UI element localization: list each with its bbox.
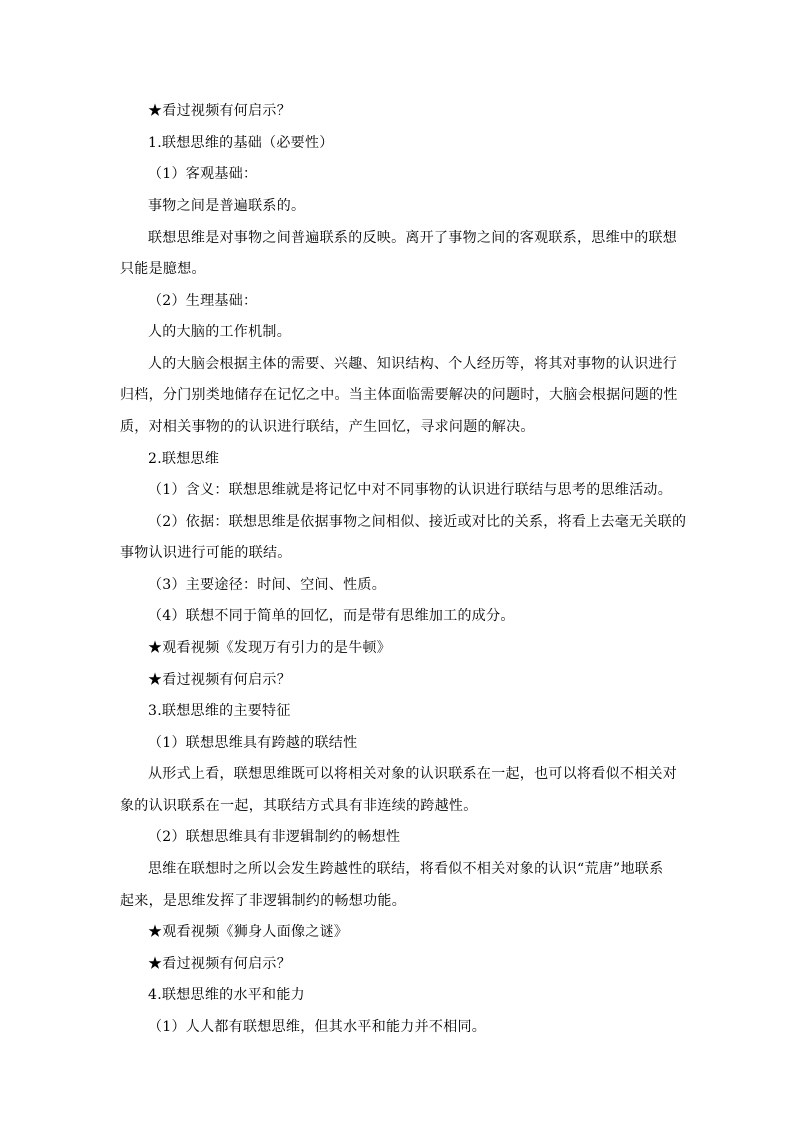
subheading: （1）客观基础： bbox=[148, 166, 258, 182]
video-line: ★观看视频《狮身人面像之谜》 bbox=[148, 924, 349, 940]
paragraph-line: （3）主要途径：时间、空间、性质。 bbox=[148, 577, 387, 593]
section-heading-1: 1.联想思维的基础（必要性） bbox=[148, 135, 334, 151]
paragraph-line: 质，对相关事物的的认识进行联结，产生回忆，寻求问题的解决。 bbox=[120, 419, 535, 435]
paragraph-line: 事物认识进行可能的联结。 bbox=[120, 545, 292, 561]
paragraph-line: 人的大脑会根据主体的需要、兴趣、知识结构、个人经历等，将其对事物的认识进行 bbox=[148, 356, 678, 372]
video-line: ★观看视频《发现万有引力的是牛顿》 bbox=[148, 640, 392, 656]
paragraph-line: 象的认识联系在一起，其联结方式具有非连续的跨越性。 bbox=[120, 798, 478, 814]
section-heading-2: 2.联想思维 bbox=[148, 451, 220, 467]
paragraph-line: （2）依据：联想思维是依据事物之间相似、接近或对比的关系，将看上去毫无关联的 bbox=[148, 514, 687, 530]
prompt-line: ★看过视频有何启示？ bbox=[148, 956, 291, 972]
prompt-line: ★看过视频有何启示？ bbox=[148, 672, 291, 688]
section-heading-3: 3.联想思维的主要特征 bbox=[148, 703, 291, 719]
paragraph-line: 归档，分门别类地储存在记忆之中。当主体面临需要解决的问题时，大脑会根据问题的性 bbox=[120, 387, 678, 403]
paragraph-line: 只能是臆想。 bbox=[120, 261, 206, 277]
paragraph-line: 起来，是思维发挥了非逻辑制约的畅想功能。 bbox=[120, 893, 406, 909]
paragraph-line: （1）人人都有联想思维，但其水平和能力并不相同。 bbox=[148, 1019, 487, 1035]
prompt-line: ★看过视频有何启示？ bbox=[148, 103, 291, 119]
paragraph-line: （4）联想不同于简单的回忆，而是带有思维加工的成分。 bbox=[148, 608, 515, 624]
subheading: （2）生理基础： bbox=[148, 293, 258, 309]
paragraph-line: 人的大脑的工作机制。 bbox=[148, 324, 291, 340]
paragraph-line: 联想思维是对事物之间普遍联系的反映。离开了事物之间的客观联系，思维中的联想 bbox=[148, 230, 678, 246]
paragraph-line: （1）含义：联想思维就是将记忆中对不同事物的认识进行联结与思考的思维活动。 bbox=[148, 482, 673, 498]
subheading: （2）联想思维具有非逻辑制约的畅想性 bbox=[148, 829, 401, 845]
paragraph-line: 从形式上看，联想思维既可以将相关对象的认识联系在一起，也可以将看似不相关对 bbox=[148, 766, 678, 782]
section-heading-4: 4.联想思维的水平和能力 bbox=[148, 987, 305, 1003]
subheading: （1）联想思维具有跨越的联结性 bbox=[148, 735, 358, 751]
paragraph-line: 思维在联想时之所以会发生跨越性的联结，将看似不相关对象的认识“荒唐”地联系 bbox=[148, 861, 664, 877]
paragraph-line: 事物之间是普遍联系的。 bbox=[148, 198, 306, 214]
